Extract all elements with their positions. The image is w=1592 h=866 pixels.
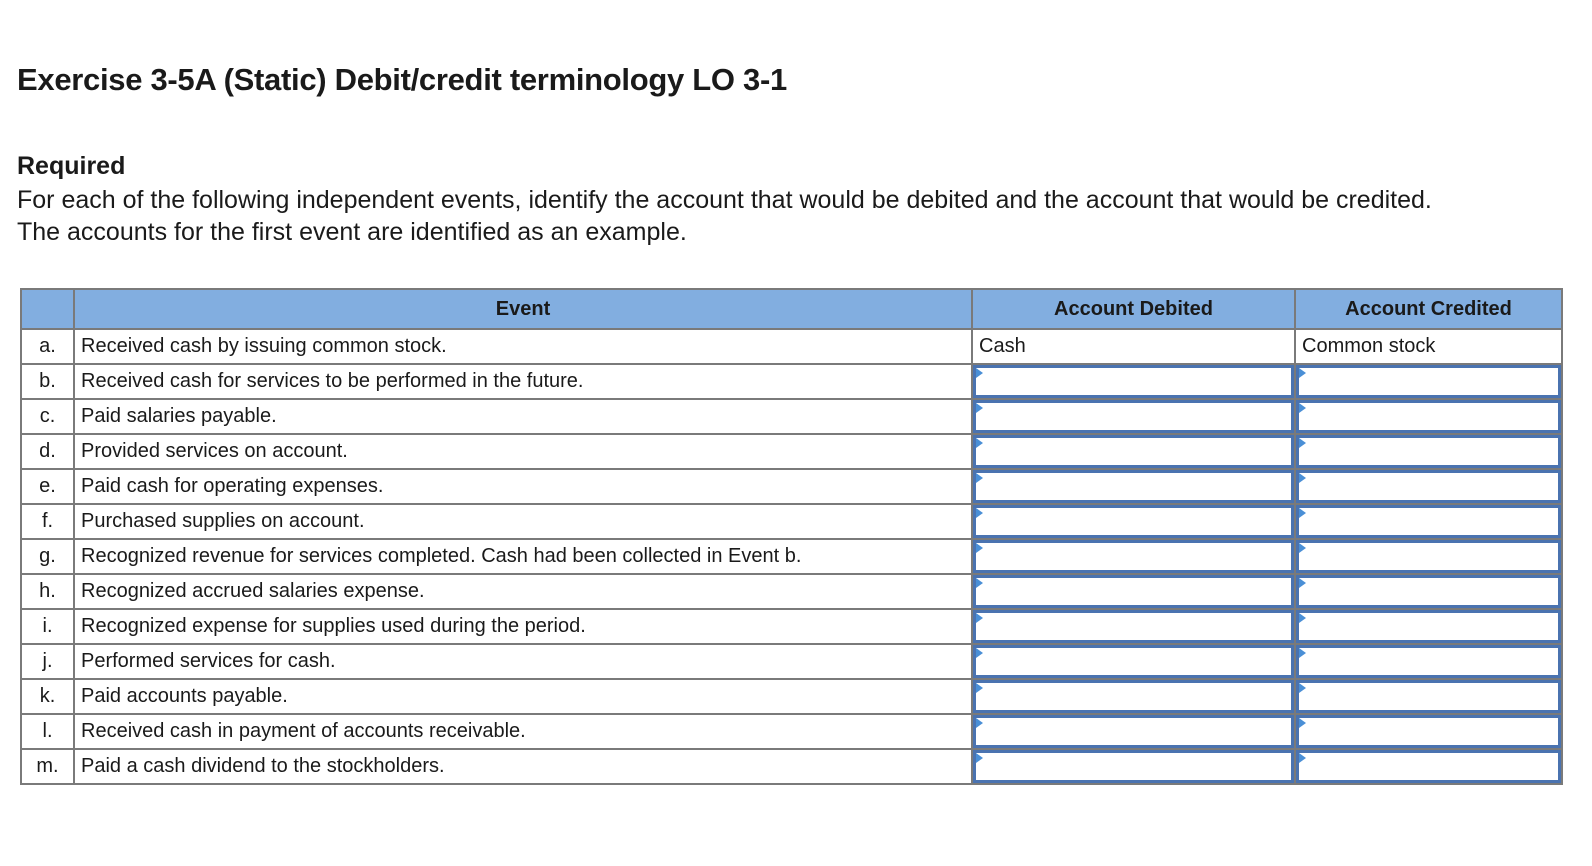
- table-row: [21, 644, 1562, 679]
- exercise-title: Exercise 3-5A (Static) Debit/credit terminology LO 3-1: [17, 62, 787, 97]
- account-credited-input[interactable]: [1296, 505, 1561, 538]
- example-account-credited: Common stock: [1295, 329, 1562, 364]
- account-credited-cell: [1295, 399, 1562, 434]
- account-credited-cell: [1295, 434, 1562, 469]
- account-credited-input[interactable]: [1296, 715, 1561, 748]
- table-row: [21, 469, 1562, 504]
- table-body: [21, 329, 1562, 784]
- table-row: [21, 399, 1562, 434]
- header-event: Event: [74, 289, 972, 329]
- account-credited-input[interactable]: [1296, 400, 1561, 433]
- account-debited-cell: [972, 504, 1295, 539]
- account-credited-cell: [1295, 679, 1562, 714]
- account-credited-cell: [1295, 574, 1562, 609]
- event-description: Received cash for services to be performed in the future.: [74, 364, 972, 399]
- instructions-line-2: The accounts for the first event are identified as an example.: [17, 218, 687, 246]
- account-credited-cell: [1295, 504, 1562, 539]
- account-debited-input[interactable]: [973, 505, 1294, 538]
- account-credited-cell: [1295, 609, 1562, 644]
- account-credited-cell: [1295, 469, 1562, 504]
- account-debited-cell: [972, 399, 1295, 434]
- account-debited-cell: [972, 749, 1295, 784]
- account-credited-cell: [1295, 364, 1562, 399]
- account-debited-cell: [972, 434, 1295, 469]
- account-debited-cell: [972, 609, 1295, 644]
- event-letter: l.: [21, 714, 74, 749]
- event-description: Paid salaries payable.: [74, 399, 972, 434]
- account-debited-input[interactable]: [973, 575, 1294, 608]
- event-description: Received cash by issuing common stock.: [74, 329, 972, 364]
- table-row: [21, 714, 1562, 749]
- event-letter: c.: [21, 399, 74, 434]
- account-credited-cell: [1295, 749, 1562, 784]
- account-debited-input[interactable]: [973, 400, 1294, 433]
- event-description: Performed services for cash.: [74, 644, 972, 679]
- account-debited-input[interactable]: [973, 645, 1294, 678]
- event-description: Paid a cash dividend to the stockholders.: [74, 749, 972, 784]
- event-description: Recognized revenue for services completed. Cash had been collected in Event b.: [74, 539, 972, 574]
- event-description: Received cash in payment of accounts receivable.: [74, 714, 972, 749]
- account-debited-cell: [972, 574, 1295, 609]
- required-heading: Required: [17, 152, 126, 180]
- account-debited-cell: [972, 714, 1295, 749]
- table-row: [21, 574, 1562, 609]
- event-letter: j.: [21, 644, 74, 679]
- account-debited-input[interactable]: [973, 610, 1294, 643]
- event-letter: i.: [21, 609, 74, 644]
- account-credited-input[interactable]: [1296, 680, 1561, 713]
- account-credited-input[interactable]: [1296, 645, 1561, 678]
- table-row: [21, 609, 1562, 644]
- table-row: [21, 504, 1562, 539]
- account-credited-input[interactable]: [1296, 470, 1561, 503]
- header-account-debited: Account Debited: [972, 289, 1295, 329]
- account-debited-input[interactable]: [973, 470, 1294, 503]
- table-row: [21, 679, 1562, 714]
- account-credited-input[interactable]: [1296, 435, 1561, 468]
- header-letter: [21, 289, 74, 329]
- event-letter: e.: [21, 469, 74, 504]
- event-description: Purchased supplies on account.: [74, 504, 972, 539]
- event-description: Recognized expense for supplies used during the period.: [74, 609, 972, 644]
- event-description: Provided services on account.: [74, 434, 972, 469]
- event-description: Paid cash for operating expenses.: [74, 469, 972, 504]
- account-debited-cell: [972, 644, 1295, 679]
- account-debited-input[interactable]: [973, 540, 1294, 573]
- account-debited-cell: [972, 469, 1295, 504]
- event-letter: d.: [21, 434, 74, 469]
- account-debited-input[interactable]: [973, 435, 1294, 468]
- account-credited-cell: [1295, 644, 1562, 679]
- account-credited-input[interactable]: [1296, 540, 1561, 573]
- table-header-row: [21, 289, 1562, 329]
- event-letter: m.: [21, 749, 74, 784]
- account-credited-input[interactable]: [1296, 365, 1561, 398]
- account-debited-input[interactable]: [973, 750, 1294, 783]
- debit-credit-table: [20, 288, 1563, 785]
- example-account-debited: Cash: [972, 329, 1295, 364]
- account-credited-input[interactable]: [1296, 575, 1561, 608]
- account-credited-input[interactable]: [1296, 610, 1561, 643]
- account-debited-cell: [972, 364, 1295, 399]
- account-credited-cell: [1295, 539, 1562, 574]
- table-row: [21, 749, 1562, 784]
- event-letter: h.: [21, 574, 74, 609]
- account-debited-input[interactable]: [973, 680, 1294, 713]
- event-description: Recognized accrued salaries expense.: [74, 574, 972, 609]
- account-debited-input[interactable]: [973, 715, 1294, 748]
- table-row: [21, 539, 1562, 574]
- event-letter: g.: [21, 539, 74, 574]
- table-row: [21, 364, 1562, 399]
- account-credited-cell: [1295, 714, 1562, 749]
- account-debited-cell: [972, 539, 1295, 574]
- event-letter: a.: [21, 329, 74, 364]
- event-letter: f.: [21, 504, 74, 539]
- account-debited-input[interactable]: [973, 365, 1294, 398]
- account-credited-input[interactable]: [1296, 750, 1561, 783]
- table-row: [21, 434, 1562, 469]
- event-letter: b.: [21, 364, 74, 399]
- account-debited-cell: [972, 679, 1295, 714]
- table-row: [21, 329, 1562, 364]
- event-description: Paid accounts payable.: [74, 679, 972, 714]
- event-letter: k.: [21, 679, 74, 714]
- instructions-line-1: For each of the following independent events, identify the account that would be debited and the account that would be credited.: [17, 186, 1432, 214]
- header-account-credited: Account Credited: [1295, 289, 1562, 329]
- instructions-text: [17, 184, 1592, 248]
